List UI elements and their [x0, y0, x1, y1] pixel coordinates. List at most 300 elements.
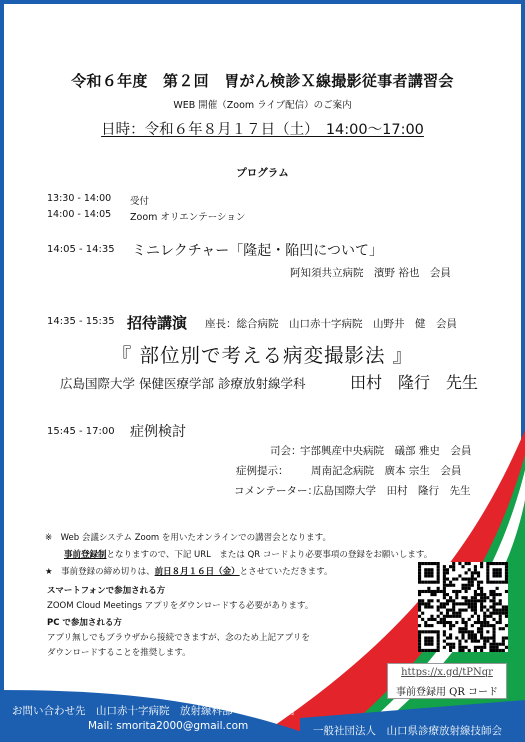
qr-module: [471, 630, 474, 633]
qr-module: [424, 649, 427, 652]
qr-module: [499, 618, 502, 621]
qr-module: [480, 587, 483, 590]
qr-module: [471, 624, 474, 627]
qr-module: [486, 636, 489, 639]
qr-module: [452, 609, 455, 612]
qr-module: [461, 618, 464, 621]
qr-module: [492, 627, 495, 630]
qr-module: [455, 621, 458, 624]
qr-caption: 事前登録用 QR コード: [395, 687, 499, 698]
qr-module: [455, 578, 458, 581]
qr-module: [471, 578, 474, 581]
pc-heading: PC で参加される方: [47, 618, 122, 628]
qr-module: [437, 590, 440, 593]
qr-module: [492, 609, 495, 612]
case-review-time: 15:45 - 17:00: [47, 426, 115, 437]
speaker-affiliation: 広島国際大学 保健医療学部 診療放射線学科: [60, 376, 306, 391]
qr-module: [471, 581, 474, 584]
qr-module: [465, 624, 468, 627]
qr-module: [480, 596, 483, 599]
qr-module: [430, 640, 433, 643]
qr-module: [465, 596, 468, 599]
qr-module: [480, 581, 483, 584]
qr-module: [455, 596, 458, 599]
qr-module: [440, 605, 443, 608]
qr-module: [452, 590, 455, 593]
qr-module: [437, 587, 440, 590]
qr-module: [418, 590, 421, 593]
qr-module: [437, 643, 440, 646]
qr-module: [468, 605, 471, 608]
qr-module: [461, 621, 464, 624]
qr-module: [437, 636, 440, 639]
pc-text-line-1: アプリ無しでもブラウザから接続できますが、念のため上記アプリを: [47, 633, 310, 643]
qr-module: [486, 574, 489, 577]
qr-module: [505, 609, 508, 612]
qr-module: [434, 581, 437, 584]
role-person: 周南記念病院 廣本 宗生 会員: [311, 465, 462, 477]
qr-module: [499, 568, 502, 571]
qr-module: [449, 621, 452, 624]
qr-module: [449, 596, 452, 599]
qr-module: [496, 646, 499, 649]
qr-module: [489, 624, 492, 627]
qr-module: [418, 636, 421, 639]
qr-module: [499, 649, 502, 652]
qr-module: [471, 640, 474, 643]
qr-module: [496, 621, 499, 624]
qr-module: [446, 643, 449, 646]
qr-module: [492, 593, 495, 596]
qr-module: [465, 630, 468, 633]
qr-module: [471, 602, 474, 605]
qr-module: [477, 574, 480, 577]
qr-module: [452, 584, 455, 587]
qr-module: [492, 571, 495, 574]
qr-module: [427, 571, 430, 574]
qr-module: [474, 602, 477, 605]
qr-module: [492, 581, 495, 584]
qr-module: [443, 574, 446, 577]
qr-module: [483, 621, 486, 624]
qr-module: [471, 596, 474, 599]
qr-module: [434, 630, 437, 633]
qr-module: [489, 590, 492, 593]
qr-module: [421, 602, 424, 605]
qr-module: [492, 599, 495, 602]
qr-module: [446, 599, 449, 602]
registration-box: [387, 663, 507, 699]
qr-module: [443, 605, 446, 608]
program-heading: プログラム: [236, 167, 289, 179]
qr-module: [465, 584, 468, 587]
qr-module: [480, 630, 483, 633]
qr-module: [477, 584, 480, 587]
qr-module: [418, 574, 421, 577]
qr-module: [418, 593, 421, 596]
qr-module: [471, 615, 474, 618]
qr-module: [443, 565, 446, 568]
qr-module: [424, 568, 427, 571]
qr-module: [477, 618, 480, 621]
qr-module: [421, 649, 424, 652]
qr-module: [496, 609, 499, 612]
qr-module: [496, 571, 499, 574]
qr-module: [492, 624, 495, 627]
qr-module: [430, 636, 433, 639]
qr-module: [461, 630, 464, 633]
qr-module: [465, 599, 468, 602]
qr-module: [480, 599, 483, 602]
qr-module: [477, 587, 480, 590]
qr-module: [437, 581, 440, 584]
qr-module: [492, 640, 495, 643]
qr-module: [471, 605, 474, 608]
qr-module: [461, 649, 464, 652]
smartphone-heading: スマートフォンで参加される方: [47, 586, 166, 596]
qr-module: [443, 587, 446, 590]
registration-note: [64, 548, 432, 560]
qr-module: [489, 605, 492, 608]
qr-module: [465, 562, 468, 565]
qr-module: [471, 609, 474, 612]
qr-module: [502, 643, 505, 646]
qr-module: [443, 602, 446, 605]
qr-module: [483, 646, 486, 649]
deadline-note: [45, 565, 332, 577]
qr-module: [443, 584, 446, 587]
qr-module: [443, 615, 446, 618]
qr-module: [427, 605, 430, 608]
qr-module: [502, 612, 505, 615]
qr-module: [430, 624, 433, 627]
qr-module: [480, 565, 483, 568]
qr-module: [502, 649, 505, 652]
qr-module: [443, 581, 446, 584]
qr-module: [499, 599, 502, 602]
qr-module: [486, 621, 489, 624]
role-person: 広島国際大学 田村 隆行 先生: [313, 485, 471, 497]
qr-module: [486, 578, 489, 581]
qr-module: [446, 568, 449, 571]
qr-module: [458, 649, 461, 652]
qr-module: [452, 602, 455, 605]
schedule-label: 受付: [130, 196, 150, 207]
qr-module: [505, 615, 508, 618]
qr-module: [437, 640, 440, 643]
qr-module: [474, 568, 477, 571]
qr-module: [418, 646, 421, 649]
qr-module: [424, 574, 427, 577]
qr-module: [505, 571, 508, 574]
qr-module: [468, 587, 471, 590]
qr-module: [505, 605, 508, 608]
qr-module: [477, 630, 480, 633]
qr-module: [496, 612, 499, 615]
qr-module: [421, 630, 424, 633]
registration-qr-code[interactable]: [418, 562, 508, 652]
qr-module: [455, 593, 458, 596]
qr-module: [496, 581, 499, 584]
qr-module: [418, 605, 421, 608]
qr-module: [492, 630, 495, 633]
qr-module: [458, 602, 461, 605]
qr-module: [427, 624, 430, 627]
qr-module: [480, 602, 483, 605]
qr-module: [492, 574, 495, 577]
qr-module: [480, 609, 483, 612]
qr-module: [499, 562, 502, 565]
qr-module: [492, 618, 495, 621]
registration-rest: となりますので、下記 URL または QR コードより必要事項の登録をお願いします。: [106, 550, 433, 560]
qr-module: [452, 612, 455, 615]
pc-text-line-2: ダウンロードすることを推奨します。: [47, 648, 191, 658]
qr-module: [477, 599, 480, 602]
qr-module: [465, 578, 468, 581]
qr-module: [443, 578, 446, 581]
qr-module: [471, 633, 474, 636]
qr-module: [483, 640, 486, 643]
qr-module: [424, 624, 427, 627]
qr-module: [427, 562, 430, 565]
qr-module: [458, 612, 461, 615]
qr-module: [499, 643, 502, 646]
contact-info: お問い合わせ先 山口赤十字病院 放射線科部 森田 慎吾: [12, 705, 296, 717]
qr-module: [449, 643, 452, 646]
invited-time: 14:35 - 15:35: [47, 316, 115, 327]
qr-module: [483, 643, 486, 646]
qr-module: [486, 609, 489, 612]
qr-module: [474, 590, 477, 593]
qr-module: [424, 640, 427, 643]
invited-chair: 座長：総合病院 山口赤十字病院 山野井 健 会員: [205, 318, 457, 330]
qr-module: [465, 640, 468, 643]
qr-module: [496, 643, 499, 646]
qr-module: [427, 640, 430, 643]
qr-module: [418, 643, 421, 646]
qr-module: [461, 633, 464, 636]
qr-module: [505, 568, 508, 571]
case-review-title: 症例検討: [130, 424, 186, 440]
qr-module: [424, 590, 427, 593]
qr-module: [458, 630, 461, 633]
qr-module: [455, 615, 458, 618]
qr-module: [430, 649, 433, 652]
datetime-text: 日時：令和６年８月１７日（土） 14:00～17:00: [101, 122, 424, 138]
qr-module: [424, 636, 427, 639]
qr-module: [449, 646, 452, 649]
qr-module: [483, 605, 486, 608]
qr-module: [458, 615, 461, 618]
qr-module: [477, 571, 480, 574]
deadline-date: 前日８月１６日（金）: [154, 567, 240, 577]
qr-module: [458, 562, 461, 565]
qr-module: [430, 571, 433, 574]
qr-module: [427, 568, 430, 571]
qr-module: [446, 636, 449, 639]
qr-module: [443, 596, 446, 599]
qr-module: [489, 612, 492, 615]
qr-module: [477, 640, 480, 643]
qr-module: [458, 574, 461, 577]
lecture-time: 14:05 - 14:35: [47, 244, 115, 255]
qr-module: [492, 562, 495, 565]
qr-module: [496, 649, 499, 652]
qr-module: [483, 636, 486, 639]
qr-module: [437, 605, 440, 608]
qr-module: [452, 615, 455, 618]
qr-module: [465, 587, 468, 590]
qr-module: [430, 568, 433, 571]
contact-mail[interactable]: Mail: smorita2000@gmail.com: [88, 720, 249, 732]
qr-module: [465, 602, 468, 605]
qr-module: [427, 643, 430, 646]
qr-module: [502, 627, 505, 630]
qr-module: [499, 571, 502, 574]
qr-module: [452, 578, 455, 581]
qr-module: [480, 593, 483, 596]
role-label: 司会：: [270, 445, 302, 457]
qr-module: [502, 636, 505, 639]
qr-module: [505, 565, 508, 568]
invited-title: 招待講演: [127, 314, 188, 332]
qr-module: [452, 565, 455, 568]
qr-module: [474, 646, 477, 649]
qr-module: [474, 599, 477, 602]
schedule-time: 14:00 - 14:05: [47, 209, 112, 220]
event-subtitle: WEB 開催（Zoom ライブ配信）のご案内: [173, 100, 352, 111]
qr-module: [489, 599, 492, 602]
qr-module: [492, 596, 495, 599]
registration-url-link[interactable]: https://x.gd/tPNqr: [401, 667, 493, 678]
qr-module: [468, 618, 471, 621]
qr-module: [437, 621, 440, 624]
qr-module: [505, 636, 508, 639]
qr-module: [480, 562, 483, 565]
qr-module: [430, 599, 433, 602]
qr-module: [465, 590, 468, 593]
qr-module: [492, 605, 495, 608]
qr-module: [468, 630, 471, 633]
qr-module: [489, 562, 492, 565]
qr-module: [461, 578, 464, 581]
qr-module: [502, 581, 505, 584]
qr-module: [468, 636, 471, 639]
qr-module: [468, 568, 471, 571]
qr-module: [489, 581, 492, 584]
qr-module: [468, 599, 471, 602]
qr-module: [424, 581, 427, 584]
qr-module: [502, 609, 505, 612]
deadline-prefix: ★ 事前登録の締め切りは、: [45, 567, 155, 577]
qr-module: [468, 584, 471, 587]
qr-module: [424, 621, 427, 624]
qr-module: [427, 581, 430, 584]
qr-module: [452, 643, 455, 646]
qr-module: [430, 615, 433, 618]
qr-module: [465, 621, 468, 624]
qr-module: [505, 562, 508, 565]
qr-module: [446, 609, 449, 612]
qr-module: [480, 633, 483, 636]
qr-module: [434, 590, 437, 593]
qr-module: [421, 599, 424, 602]
qr-module: [492, 646, 495, 649]
qr-module: [430, 590, 433, 593]
qr-module: [496, 602, 499, 605]
qr-module: [452, 599, 455, 602]
qr-module: [505, 581, 508, 584]
qr-module: [492, 636, 495, 639]
qr-module: [455, 636, 458, 639]
qr-module: [468, 578, 471, 581]
qr-module: [480, 636, 483, 639]
smartphone-text: ZOOM Cloud Meetings アプリをダウンロードする必要があります。: [47, 601, 314, 611]
qr-module: [427, 599, 430, 602]
qr-module: [449, 624, 452, 627]
qr-module: [418, 581, 421, 584]
qr-module: [449, 581, 452, 584]
qr-module: [468, 602, 471, 605]
qr-module: [430, 605, 433, 608]
qr-module: [499, 602, 502, 605]
qr-module: [480, 605, 483, 608]
qr-module: [480, 649, 483, 652]
qr-module: [499, 612, 502, 615]
qr-module: [477, 593, 480, 596]
qr-module: [458, 609, 461, 612]
qr-module: [474, 609, 477, 612]
qr-module: [437, 565, 440, 568]
qr-module: [461, 602, 464, 605]
qr-module: [486, 562, 489, 565]
qr-module: [452, 624, 455, 627]
qr-module: [421, 612, 424, 615]
qr-module: [418, 649, 421, 652]
qr-module: [471, 584, 474, 587]
qr-module: [434, 649, 437, 652]
qr-module: [446, 593, 449, 596]
qr-module: [437, 562, 440, 565]
qr-module: [468, 649, 471, 652]
qr-module: [443, 571, 446, 574]
qr-module: [437, 649, 440, 652]
qr-module: [502, 640, 505, 643]
qr-module: [449, 565, 452, 568]
qr-module: [418, 571, 421, 574]
qr-module: [424, 562, 427, 565]
qr-module: [483, 593, 486, 596]
qr-module: [483, 618, 486, 621]
role-label: 症例提示：: [236, 465, 289, 477]
qr-module: [458, 646, 461, 649]
qr-module: [477, 581, 480, 584]
qr-module: [449, 609, 452, 612]
qr-module: [483, 615, 486, 618]
qr-module: [474, 640, 477, 643]
qr-module: [427, 649, 430, 652]
qr-module: [455, 602, 458, 605]
qr-module: [492, 649, 495, 652]
qr-module: [480, 621, 483, 624]
qr-module: [449, 627, 452, 630]
qr-module: [492, 568, 495, 571]
qr-module: [480, 624, 483, 627]
role-person: 宇部興産中央病院 礒部 雅史 会員: [300, 445, 472, 457]
qr-module: [418, 630, 421, 633]
qr-module: [437, 609, 440, 612]
qr-module: [477, 615, 480, 618]
